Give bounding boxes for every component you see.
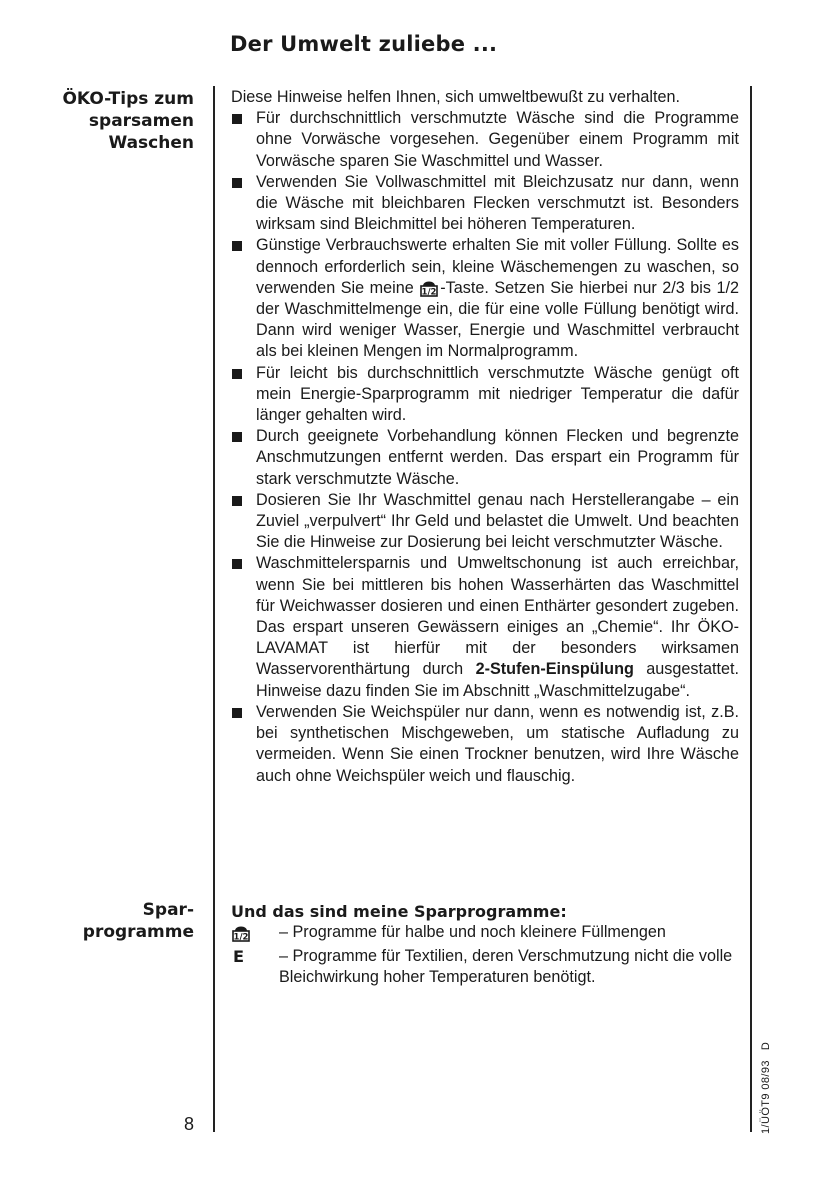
program-description: – Programme für Textilien, deren Verschmutzung nicht die volle Bleichwirkung hoher Temperaturen benötigt.: [279, 947, 733, 987]
list-item: [231, 426, 739, 490]
heading-line: sparsamen: [88, 111, 194, 131]
svg-text:1/2: 1/2: [233, 932, 249, 942]
tip-text: Waschmittelersparnis und Umweltschonung ist auch erreichbar, wenn Sie bei mittleren bis hohen Wasserhärten das Waschmittel für Weichwasser dosieren und einen Enthärter gesondert zugeben. Das erspart unseren Gewässern einiges an „Chemie“. Ihr ÖKO-LAVAMAT ist hierfür mit der besonders wirksamen Wasservorenthärtung durch: [256, 554, 739, 679]
tips-list: [231, 108, 739, 787]
program-description: – Programme für halbe und noch kleinere Füllmengen: [279, 923, 666, 941]
bullet-square-icon: [232, 432, 242, 442]
list-item: [231, 172, 739, 236]
list-item: [231, 702, 739, 787]
left-column-rule: [213, 86, 215, 1132]
heading-line: Spar-: [142, 900, 194, 920]
tip-text: Dosieren Sie Ihr Waschmittel genau nach Herstellerangabe – ein Zuviel „verpulvert“ Ihr Geld und belastet die Umwelt. Und beachten Sie die Hinweise zur Dosierung bei leicht verschmutzter Wäsche.: [256, 490, 739, 552]
bullet-square-icon: [232, 369, 242, 379]
svg-text:1/2: 1/2: [421, 287, 437, 297]
page-title: Der Umwelt zuliebe ...: [230, 32, 498, 56]
document-language: D: [760, 1041, 772, 1051]
bullet-square-icon: [232, 708, 242, 718]
list-item: [231, 363, 739, 427]
tip-text: Verwenden Sie Weichspüler nur dann, wenn es notwendig ist, z.B. bei synthetischen Mischgeweben, um statische Aufladung zu vermeiden. Wenn Sie einen Trockner benutzen, wird Ihre Wäsche auch ohne Weichspüler weich und flauschig.: [256, 702, 739, 785]
tips-content: [231, 87, 739, 787]
heading-sparprogramme: [83, 899, 194, 943]
heading-line: programme: [82, 922, 194, 942]
list-item: [231, 490, 739, 554]
document-code: [760, 1042, 772, 1134]
program-key: E: [233, 947, 245, 967]
bullet-square-icon: [232, 559, 242, 569]
bullet-square-icon: [232, 496, 242, 506]
intro-text: Diese Hinweise helfen Ihnen, sich umweltbewußt zu verhalten.: [231, 88, 680, 106]
program-key: [231, 922, 251, 943]
right-column-rule: [750, 86, 752, 1132]
tip-text: Verwenden Sie Vollwaschmittel mit Bleichzusatz nur dann, wenn die Wäsche mit bleichbaren Flecken verschmutzt ist. Besonders wirksam sind Bleichmittel bei höheren Temperaturen.: [256, 172, 739, 234]
bullet-square-icon: [232, 178, 242, 188]
list-item: [231, 553, 739, 701]
bullet-square-icon: [232, 241, 242, 251]
bullet-square-icon: [232, 114, 242, 124]
heading-line: ÖKO-Tips zum: [62, 89, 194, 109]
list-item: [231, 108, 739, 172]
half-load-icon: [419, 278, 439, 297]
tip-text: Für durchschnittlich verschmutzte Wäsche sind die Programme ohne Vorwäsche vorgesehen. Gegenüber einem Programm mit Vorwäsche sparen Sie Waschmittel und Wasser.: [256, 109, 739, 170]
page-number: 8: [184, 1114, 195, 1134]
tip-text: -Taste. Setzen Sie hierbei nur 2/3 bis 1/2 der Waschmittelmenge ein, die für eine volle Füllung benötigt wird. Dann wird weniger Wasser, Energie und Waschmittel verbraucht als bei kleinen Mengen im Normalprogramm.: [256, 278, 740, 361]
programs-list: [231, 922, 741, 989]
list-item: [231, 946, 741, 988]
document-code-text: 1/ÜÖT9 08/93: [760, 1060, 772, 1134]
tip-text: ausgestattet. Hinweise dazu finden Sie im Abschnitt „Waschmittelzugabe“.: [256, 660, 739, 700]
half-load-icon: [231, 923, 251, 942]
list-item: [231, 922, 741, 943]
tip-text: Für leicht bis durchschnittlich verschmutzte Wäsche genügt oft mein Energie-Sparprogramm mit niedriger Temperatur die dafür länger gehalten wird.: [256, 363, 739, 425]
heading-oeko-tips: [62, 88, 194, 154]
programs-subheading: Und das sind meine Sparprogramme:: [231, 902, 567, 921]
bold-term: 2-Stufen-Einspülung: [475, 660, 634, 679]
heading-line: Waschen: [108, 133, 194, 153]
tip-text: Durch geeignete Vorbehandlung können Flecken und begrenzte Anschmutzungen entfernt werden. Das erspart ein Programm für stark verschmutzte Wäsche.: [256, 427, 739, 488]
tip-text: Günstige Verbrauchswerte erhalten Sie mit voller Füllung. Sollte es dennoch erforderlich sein, kleine Wäschemengen zu waschen, so verwenden Sie meine: [256, 236, 739, 297]
list-item: [231, 235, 739, 362]
